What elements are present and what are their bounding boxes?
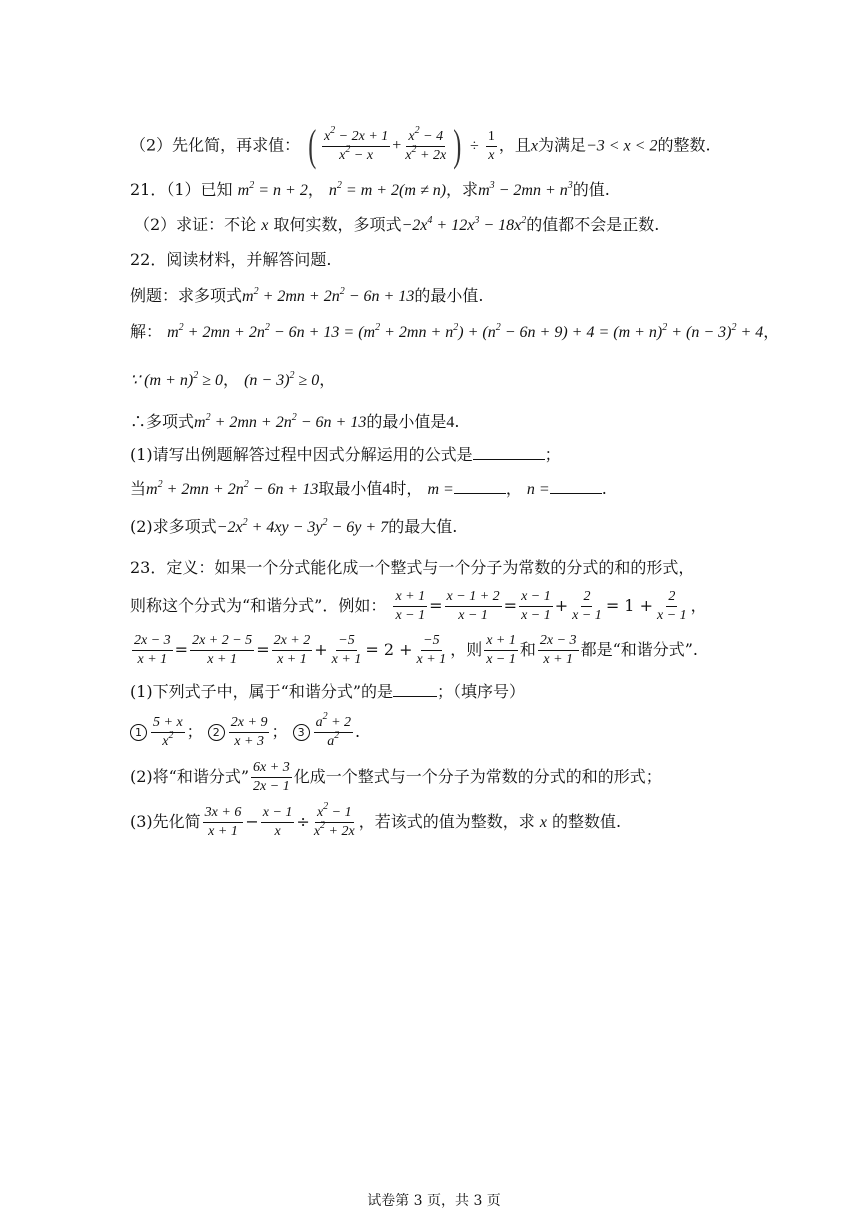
answer-blank[interactable] bbox=[393, 680, 437, 697]
problem-23-definition: 23．定义：如果一个分式能化成一个整式与一个分子为常数的分式的和的形式， bbox=[130, 558, 695, 577]
problem-23-example2: $\frac{2x - 3}{x + 1}$ = $\frac{2x + 2 - 5}{x + 1}$ = $\frac{2x + 2}{x + 1}$ + $\frac{-5}{x + 1}$ = 2 + $\frac{-5}{x + 1}$ ，则 $\frac{x + 1}{x - 1}$ 和 $\frac{2x - 3}{x + 1}$ 都是“和谐分式”. bbox=[134, 633, 699, 667]
problem-23-q1: (1)下列式子中，属于“和谐分式”的是 ；（填序号） bbox=[130, 682, 526, 701]
problem-22-q1b: 当$m^2 + 2mn + 2n^2 - 6n + 13$取最小值4时， m = ， n = . bbox=[130, 479, 607, 498]
answer-blank[interactable] bbox=[454, 477, 506, 494]
option-2-marker: 2 bbox=[208, 724, 225, 741]
problem-22-example: 例题：求多项式$m^2 + 2mn + 2n^2 - 6n + 13$的最小值. bbox=[130, 286, 484, 305]
page-footer: 试卷第 3 页，共 3 页 bbox=[367, 1193, 501, 1209]
problem-23-options: 1 $\frac{5 + x}{x^2}$ ； 2 $\frac{2x + 9}{x + 3}$ ； 3 $\frac{a^2 + 2}{a^2}$ . bbox=[130, 712, 828, 752]
problem-22-intro: 22．阅读材料，并解答问题. bbox=[130, 250, 332, 269]
problem-20-part2: （2）先化简，再求值： ( $x^2 - 2x + 1$ $x^2 - x$ + $\frac{x^2 - 4}{x^2 + 2x}$ ) ÷ $\frac{1}{x}$ ，且x为满足−3 < x < 2的整数. bbox=[130, 121, 711, 170]
problem-21-part1: 21．（1）已知 $m^2 = n + 2$， $n^2 = m + 2(m \ne n)$，求$m^3 - 2mn + n^3$的值. bbox=[130, 180, 610, 199]
answer-blank[interactable] bbox=[473, 443, 545, 460]
option-3-marker: 3 bbox=[293, 724, 310, 741]
expression-20: ( $x^2 - 2x + 1$ $x^2 - x$ + $\frac{x^2 - 4}{x^2 + 2x}$ ) bbox=[308, 121, 462, 170]
answer-blank[interactable] bbox=[550, 477, 602, 494]
problem-23-q2: (2)将“和谐分式” $\frac{6x + 3}{2x - 1}$ 化成一个整式与一个分子为常数的分式的和的形式； bbox=[130, 760, 662, 794]
problem-22-conclusion: ∴多项式$m^2 + 2mn + 2n^2 - 6n + 13$的最小值是4. bbox=[130, 412, 460, 431]
problem-22-q2: (2)求多项式$-2x^2 + 4xy - 3y^2 - 6y + 7$的最大值. bbox=[130, 517, 458, 536]
problem-22-because: ∵ $(m + n)^2 \ge 0$， $(n - 3)^2 \ge 0$， bbox=[130, 370, 336, 389]
problem-23-q3: (3)先化简 $\frac{3x + 6}{x + 1}$ − $\frac{x - 1}{x}$ ÷ $\frac{x^2 - 1}{x^2 + 2x}$ ，若该式的值为整数，求 x 的整数值. bbox=[130, 801, 622, 839]
problem-22-q1: (1)请写出例题解答过程中因式分解运用的公式是 ； bbox=[130, 445, 561, 464]
problem-23-example1: 则称这个分式为“和谐分式”．例如： $\frac{x + 1}{x - 1}$ = $\frac{x - 1 + 2}{x - 1}$ = $\frac{x - 1}{x - 1}$ + $\frac{2}{x - 1}$ = 1 + $\frac{2}{x - 1}$ ， bbox=[130, 589, 707, 623]
option-1-marker: 1 bbox=[130, 724, 147, 741]
problem-21-part2: （2）求证：不论 x 取何实数，多项式$-2x^4 + 12x^3 - 18x^2$的值都不会是正数. bbox=[134, 215, 660, 234]
problem-22-solution: 解： $m^2 + 2mn + 2n^2 - 6n + 13 = (m^2 + 2mn + n^2) + (n^2 - 6n + 9) + 4 = (m + n)^2 + (n - 3)^2 + 4$， bbox=[130, 322, 780, 341]
